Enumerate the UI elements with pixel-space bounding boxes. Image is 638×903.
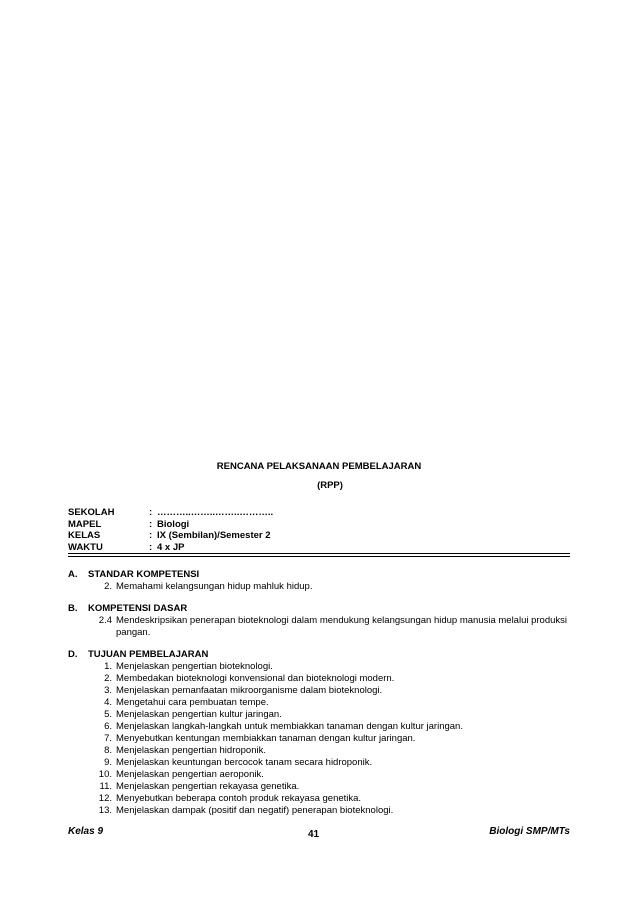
item-text: Memahami kelangsungan hidup mahluk hidup.	[116, 581, 313, 592]
list-item	[68, 793, 570, 805]
info-colon: :	[149, 518, 153, 530]
divider-thick	[68, 553, 570, 554]
list-item	[68, 769, 570, 781]
footer-class-label: Kelas 9	[68, 826, 104, 837]
item-text: Menjelaskan pengertian aeroponik.	[116, 769, 264, 780]
item-text: Menjelaskan pengertian kultur jaringan.	[116, 709, 282, 720]
info-colon: :	[149, 507, 153, 518]
list-item	[68, 745, 570, 757]
item-number: 4.	[104, 697, 112, 708]
list-item	[68, 709, 570, 721]
section-title: KOMPETENSI DASAR	[88, 603, 188, 614]
item-text: Menyebutkan beberapa contoh produk rekayasa genetika.	[116, 793, 362, 804]
item-number: 3.	[104, 685, 112, 696]
identity-block	[68, 507, 273, 553]
list-item	[68, 757, 570, 769]
info-colon: :	[149, 541, 153, 553]
item-text: Menjelaskan pengertian rekayasa genetika.	[116, 781, 300, 792]
item-text: Mendeskripsikan penerapan bioteknologi dalam mendukung kelangsungan hidup manusia melalui produksi pangan.	[116, 615, 568, 638]
item-text: Mengetahui cara pembuatan tempe.	[116, 697, 269, 708]
item-number: 13.	[98, 805, 112, 816]
section-letter: A.	[68, 569, 78, 580]
footer-subject-label: Biologi SMP/MTs	[489, 826, 570, 837]
document-subtitle: (RPP)	[317, 480, 343, 491]
item-number: 2.	[104, 673, 112, 684]
info-row-kelas	[68, 530, 273, 542]
item-number: 8.	[104, 745, 112, 756]
section-title: TUJUAN PEMBELAJARAN	[88, 649, 209, 660]
info-row-mapel	[68, 519, 273, 531]
info-colon: :	[149, 530, 153, 541]
item-text: Membedakan bioteknologi konvensional dan bioteknologi modern.	[116, 673, 395, 684]
item-number: 12.	[98, 793, 112, 804]
list-item	[68, 615, 576, 639]
item-text: Menjelaskan dampak (positif dan negatif) penerapan bioteknologi.	[116, 805, 394, 816]
list-item	[68, 581, 570, 593]
item-number: 1.	[104, 661, 112, 672]
info-row-sekolah	[68, 507, 273, 519]
info-row-waktu	[68, 542, 273, 554]
section-heading	[68, 569, 570, 581]
info-label: KELAS	[68, 530, 101, 541]
item-text: Menjelaskan pengertian bioteknologi.	[116, 661, 273, 672]
section-letter: B.	[68, 603, 78, 614]
item-text: Menjelaskan langkah-langkah untuk membiakkan tanaman dengan kultur jaringan.	[116, 721, 463, 732]
section-letter: D.	[68, 649, 78, 660]
info-value: ………..……..……..………..	[157, 507, 274, 518]
item-number: 10.	[98, 769, 112, 780]
section-tujuan-pembelajaran	[68, 649, 570, 817]
section-heading	[68, 603, 570, 615]
item-text: Menjelaskan keuntungan bercocok tanam secara hidroponik.	[116, 757, 373, 768]
info-value: IX (Sembilan)/Semester 2	[157, 530, 271, 541]
section-heading	[68, 649, 570, 661]
list-item	[68, 685, 570, 697]
item-number: 7.	[104, 733, 112, 744]
list-item	[68, 661, 570, 673]
list-item	[68, 697, 570, 709]
item-text: Menyebutkan kentungan membiakkan tanaman dengan kultur jaringan.	[116, 733, 416, 744]
section-standar-kompetensi	[68, 569, 570, 593]
list-item	[68, 805, 570, 817]
item-number: 11.	[99, 781, 112, 792]
list-item	[68, 781, 570, 793]
info-value: Biologi	[157, 518, 190, 530]
divider-thin	[68, 556, 570, 557]
list-item	[68, 733, 570, 745]
item-number: 6.	[104, 721, 112, 732]
section-kompetensi-dasar	[68, 603, 570, 639]
item-number: 5.	[104, 709, 112, 720]
item-text: Menjelaskan pengertian hidroponik.	[116, 745, 266, 756]
info-value: 4 x JP	[157, 541, 185, 553]
info-label: MAPEL	[68, 518, 102, 530]
info-label: SEKOLAH	[68, 507, 115, 518]
section-title: STANDAR KOMPETENSI	[88, 569, 200, 580]
item-number: 9.	[104, 757, 112, 768]
item-text: Menjelaskan pemanfaatan mikroorganisme dalam bioteknologi.	[116, 685, 383, 696]
info-label: WAKTU	[68, 541, 103, 553]
item-number: 2.	[104, 581, 112, 592]
item-number: 2.4	[98, 615, 112, 626]
document-title: RENCANA PELAKSANAAN PEMBELAJARAN	[216, 461, 422, 472]
list-item	[68, 721, 570, 733]
list-item	[68, 673, 570, 685]
page-number: 41	[308, 829, 320, 840]
